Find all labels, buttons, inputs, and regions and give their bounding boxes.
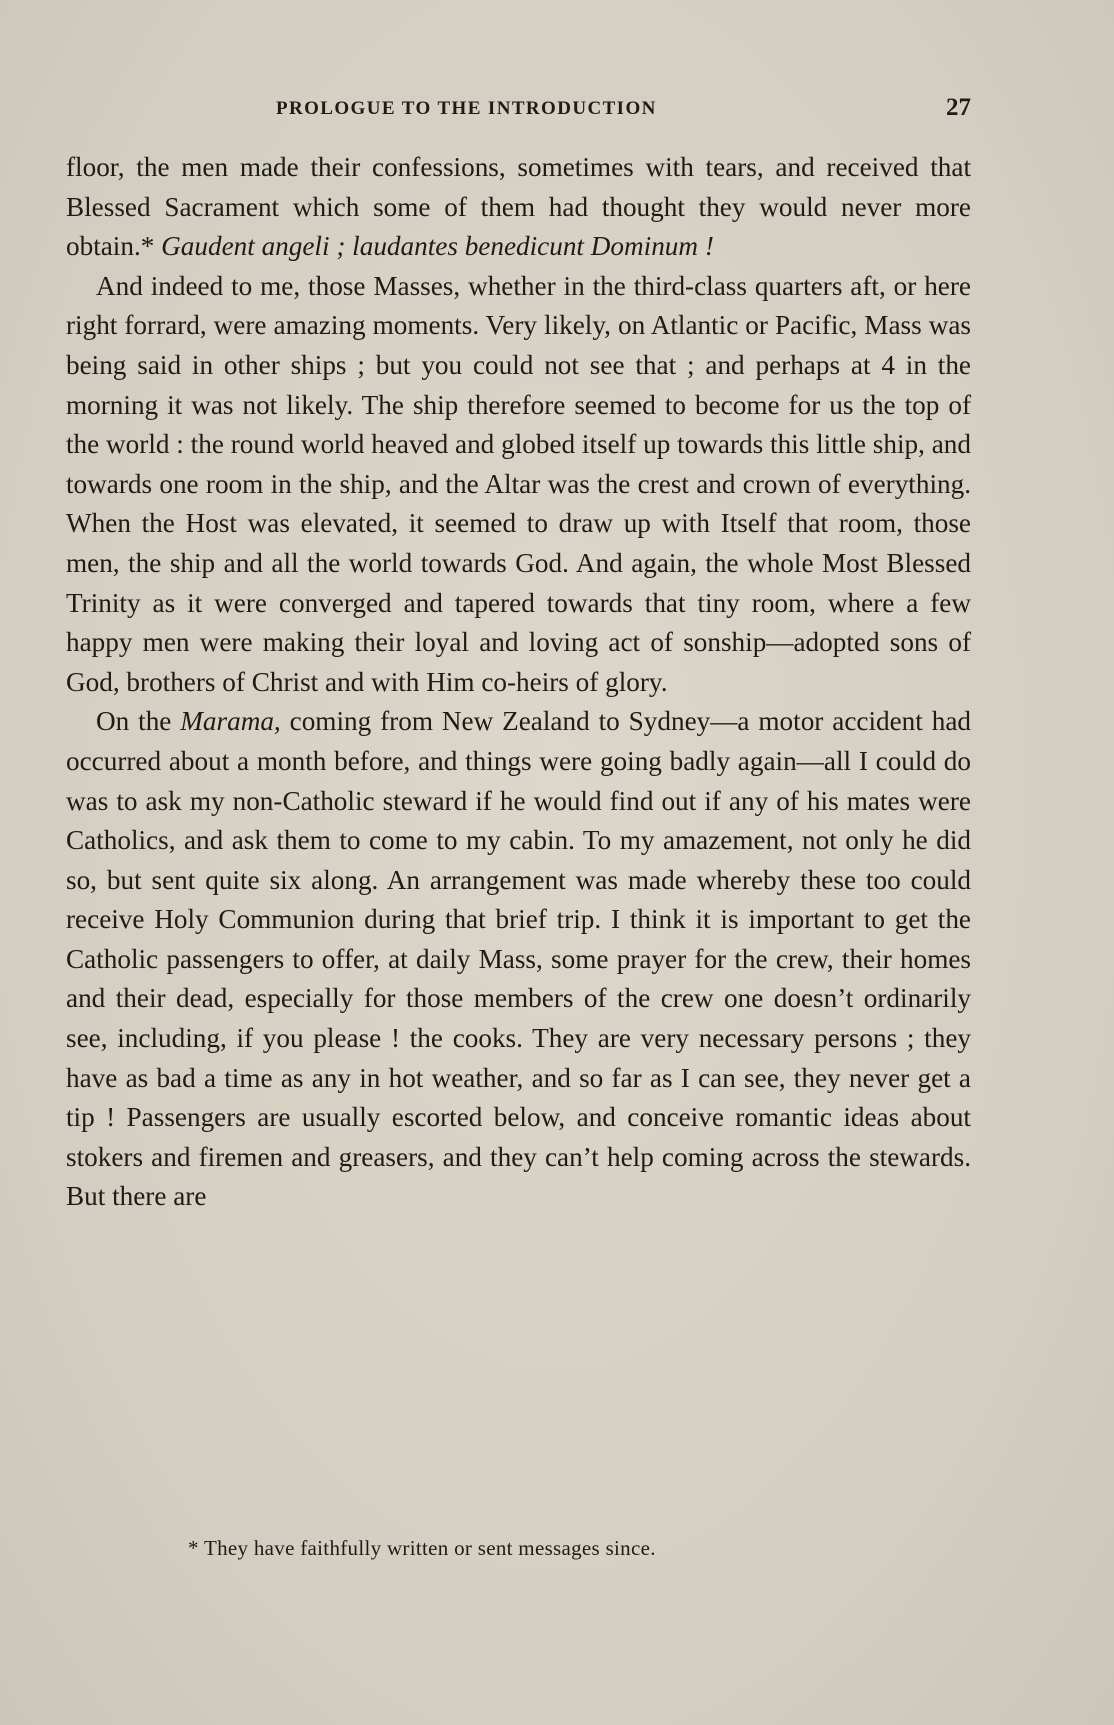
paragraph-1-text: floor, the men made their confessions, sometimes with tears, and received that Blessed Sacrament which some of them had thought they would never more obtain.*	[66, 152, 971, 262]
paragraph-1-latin-quote: Gaudent angeli ; laudantes benedicunt Dominum !	[161, 231, 714, 262]
paragraph-2	[66, 267, 971, 703]
footnote: * They have faithfully written or sent messages since.	[188, 1536, 656, 1560]
running-head: PROLOGUE TO THE INTRODUCTION	[276, 98, 657, 119]
paragraph-3-text: coming from New Zealand to Sydney—a motor accident had occurred about a month before, and things were going badly again—all I could do was to ask my non-Catholic steward if he would find out if any of his mates were Catholics, and ask them to come to my cabin. To my amazement, not only he did so, but sent quite six along. An arrangement was made whereby these too could receive Holy Communion during that brief trip. I think it is important to get the Catholic passengers to offer, at daily Mass, some prayer for the crew, their homes and their dead, especially for those members of the crew one doesn’t ordinarily see, including, if you please ! the cooks. They are very necessary persons ; they have as bad a time as any in hot weather, and so far as I can see, they never get a tip ! Passengers are usually escorted below, and conceive romantic ideas about stokers and firemen and greasers, and they can’t help coming across the stewards. But there are	[66, 706, 971, 1212]
page-header	[66, 96, 971, 126]
paragraph-2-text: And indeed to me, those Masses, whether in the third-class quarters aft, or here right forrard, were amazing moments. Very likely, on Atlantic or Pacific, Mass was being said in other ships ; but you could not see that ; and perhaps at 4 in the morning it was not likely. The ship therefore seemed to become for us the top of the world : the round world heaved and globed itself up towards this little ship, and towards one room in the ship, and the Altar was the crest and crown of everything. When the Host was elevated, it seemed to draw up with Itself that room, those men, the ship and all the world towards God. And again, the whole Most Blessed Trinity as it were converged and tapered towards that tiny room, where a few happy men were making their loyal and loving act of sonship—adopted sons of God, brothers of Christ and with Him co-heirs of glory.	[66, 270, 971, 697]
paragraph-3-text-start: On the	[96, 706, 181, 737]
paragraph-1	[66, 148, 971, 267]
paragraph-3	[66, 702, 971, 1217]
body-text	[66, 148, 971, 1217]
ship-name: Marama,	[180, 706, 281, 737]
page-number: 27	[946, 94, 971, 121]
